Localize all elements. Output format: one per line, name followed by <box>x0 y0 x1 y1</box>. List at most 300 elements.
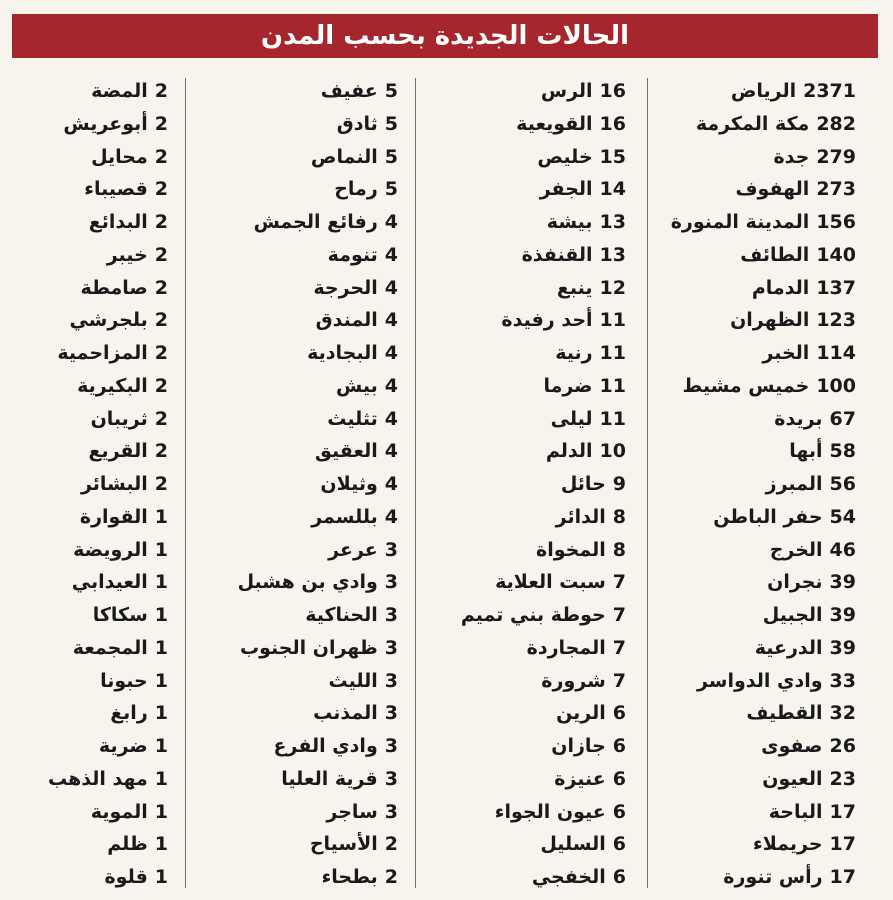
city-name: تنومة <box>327 243 378 266</box>
city-name: بيش <box>336 374 378 397</box>
city-name: بطحاء <box>321 866 378 888</box>
case-count: 114 <box>816 342 856 364</box>
city-entry <box>616 337 856 370</box>
city-name: سبت العلاية <box>495 571 606 594</box>
case-count: 1 <box>154 538 168 561</box>
case-count: 273 <box>816 178 856 201</box>
city-name: رنية <box>555 342 593 364</box>
city-entry <box>426 730 626 763</box>
case-count: 13 <box>599 243 626 266</box>
city-entry <box>426 239 626 272</box>
city-entry <box>8 501 168 534</box>
case-count: 11 <box>599 407 626 430</box>
city-entry <box>426 796 626 829</box>
city-name: القطيف <box>746 702 823 725</box>
city-entry <box>8 468 168 501</box>
city-entry <box>616 141 856 174</box>
city-entry <box>616 796 856 829</box>
case-count: 1 <box>154 636 168 659</box>
city-name: قصيباء <box>84 178 148 201</box>
case-count: 2371 <box>803 80 856 102</box>
city-entry <box>616 861 856 894</box>
case-count: 2 <box>154 342 168 364</box>
city-name: الخرج <box>769 538 823 561</box>
case-count: 2 <box>384 866 398 888</box>
city-entry <box>173 599 398 632</box>
city-name: وادي الفرع <box>273 735 378 757</box>
city-entry <box>8 828 168 861</box>
case-count: 3 <box>384 604 398 626</box>
city-entry <box>8 239 168 272</box>
case-count: 4 <box>384 211 398 233</box>
city-name: بيشة <box>546 211 593 233</box>
case-count: 7 <box>612 604 626 626</box>
case-count: 8 <box>612 538 626 561</box>
city-name: الظهران <box>730 309 810 332</box>
city-name: البجادية <box>307 342 378 364</box>
city-entry <box>616 632 856 665</box>
case-count: 32 <box>829 702 856 725</box>
city-name: القنفذة <box>521 243 593 266</box>
case-count: 14 <box>599 178 626 201</box>
case-count: 2 <box>154 309 168 332</box>
case-count: 2 <box>154 80 168 102</box>
city-entry <box>8 403 168 436</box>
city-entry <box>173 304 398 337</box>
city-name: محايل <box>91 145 148 168</box>
city-entry <box>173 665 398 698</box>
city-entry <box>8 632 168 665</box>
city-name: نجران <box>767 571 823 594</box>
city-name: الخبر <box>762 342 810 364</box>
case-count: 56 <box>829 473 856 495</box>
city-entry <box>426 206 626 239</box>
case-count: 3 <box>384 735 398 757</box>
city-entry <box>8 861 168 894</box>
case-count: 26 <box>829 735 856 757</box>
city-name: السليل <box>540 833 606 856</box>
city-entry <box>8 75 168 108</box>
city-entry <box>173 730 398 763</box>
city-name: الدمام <box>751 276 810 299</box>
city-entry <box>8 599 168 632</box>
city-entry <box>173 337 398 370</box>
city-name: الحرجة <box>313 276 378 299</box>
city-name: أبها <box>789 440 823 463</box>
city-name: قلوة <box>104 866 148 888</box>
city-name: عيون الجواء <box>494 800 606 823</box>
city-entry <box>8 697 168 730</box>
city-entry <box>8 108 168 141</box>
city-name: المندق <box>315 309 378 332</box>
city-entry <box>8 337 168 370</box>
city-entry <box>173 861 398 894</box>
city-entry <box>616 599 856 632</box>
case-count: 10 <box>599 440 626 463</box>
case-count: 2 <box>154 374 168 397</box>
case-count: 279 <box>816 145 856 168</box>
city-entry <box>616 501 856 534</box>
city-entry <box>426 534 626 567</box>
city-name: الدائر <box>555 505 606 528</box>
city-entry <box>8 206 168 239</box>
city-name: رفائع الجمش <box>253 211 378 233</box>
case-count: 1 <box>154 505 168 528</box>
city-entry <box>616 370 856 403</box>
case-count: 4 <box>384 342 398 364</box>
city-name: ظلم <box>107 833 148 856</box>
case-count: 3 <box>384 571 398 594</box>
city-entry <box>173 370 398 403</box>
city-entry <box>616 173 856 206</box>
city-name: القويعية <box>516 112 593 135</box>
case-count: 7 <box>612 571 626 594</box>
city-entry <box>8 272 168 305</box>
case-count: 140 <box>816 243 856 266</box>
city-name: ثريبان <box>90 407 148 430</box>
city-name: ضرما <box>543 374 593 397</box>
city-entry <box>426 861 626 894</box>
city-entry <box>8 304 168 337</box>
case-count: 23 <box>829 767 856 790</box>
case-count: 4 <box>384 473 398 495</box>
city-entry <box>426 370 626 403</box>
city-name: خليص <box>537 145 593 168</box>
case-count: 3 <box>384 767 398 790</box>
city-name: القوارة <box>79 505 148 528</box>
city-name: أحد رفيدة <box>501 309 593 332</box>
city-entry <box>173 828 398 861</box>
city-name: العيون <box>762 767 823 790</box>
case-count: 123 <box>816 309 856 332</box>
city-name: ضرية <box>98 735 148 757</box>
case-count: 2 <box>154 243 168 266</box>
case-count: 1 <box>154 735 168 757</box>
city-name: مكة المكرمة <box>695 112 810 135</box>
city-name: ينبع <box>556 276 593 299</box>
city-entry <box>173 566 398 599</box>
city-name: سكاكا <box>92 604 148 626</box>
case-count: 7 <box>612 636 626 659</box>
city-entry <box>426 337 626 370</box>
city-entry <box>616 272 856 305</box>
city-entry <box>426 403 626 436</box>
case-count: 5 <box>384 145 398 168</box>
case-count: 4 <box>384 374 398 397</box>
city-name: الموية <box>90 800 148 823</box>
case-count: 2 <box>154 407 168 430</box>
case-count: 4 <box>384 309 398 332</box>
city-name: المدينة المنورة <box>670 211 810 233</box>
city-name: رأس تنورة <box>723 866 823 888</box>
city-entry <box>426 108 626 141</box>
case-count: 3 <box>384 669 398 692</box>
case-count: 33 <box>829 669 856 692</box>
city-name: بللسمر <box>311 505 378 528</box>
city-name: البشائر <box>80 473 148 495</box>
city-entry <box>173 763 398 796</box>
case-count: 67 <box>829 407 856 430</box>
case-count: 2 <box>154 211 168 233</box>
city-name: حبونا <box>100 669 148 692</box>
city-name: الدلم <box>545 440 593 463</box>
city-name: المضة <box>91 80 148 102</box>
city-entry <box>426 828 626 861</box>
case-count: 46 <box>829 538 856 561</box>
case-count: 3 <box>384 636 398 659</box>
city-name: حوطة بني تميم <box>460 604 606 626</box>
city-entry <box>173 272 398 305</box>
case-count: 1 <box>154 604 168 626</box>
city-name: وثيلان <box>320 473 378 495</box>
case-count: 12 <box>599 276 626 299</box>
city-name: ثادق <box>336 112 378 135</box>
city-name: الرين <box>556 702 606 725</box>
city-name: وادي بن هشبل <box>237 571 378 594</box>
case-count: 3 <box>384 702 398 725</box>
case-count: 2 <box>154 473 168 495</box>
city-name: المبرز <box>765 473 823 495</box>
case-count: 3 <box>384 538 398 561</box>
city-entry <box>426 632 626 665</box>
case-count: 6 <box>612 833 626 856</box>
case-count: 6 <box>612 800 626 823</box>
city-name: المجمعة <box>72 636 148 659</box>
city-entry <box>426 665 626 698</box>
city-name: عنيزة <box>554 767 606 790</box>
case-count: 6 <box>612 735 626 757</box>
city-entry <box>8 370 168 403</box>
city-name: جدة <box>773 145 810 168</box>
city-entry <box>616 763 856 796</box>
case-count: 13 <box>599 211 626 233</box>
city-name: الجفر <box>539 178 593 201</box>
case-count: 4 <box>384 276 398 299</box>
city-entry <box>616 206 856 239</box>
case-count: 6 <box>612 702 626 725</box>
city-entry <box>426 501 626 534</box>
city-entry <box>426 75 626 108</box>
city-name: الرويضة <box>73 538 148 561</box>
city-name: النماص <box>310 145 378 168</box>
city-entry <box>616 435 856 468</box>
page-title: الحالات الجديدة بحسب المدن <box>260 21 630 51</box>
city-entry <box>173 501 398 534</box>
city-entry <box>616 566 856 599</box>
city-name: المزاحمية <box>57 342 148 364</box>
case-count: 5 <box>384 178 398 201</box>
case-count: 15 <box>599 145 626 168</box>
city-name: العيدابي <box>71 571 148 594</box>
case-count: 54 <box>829 505 856 528</box>
city-entry <box>426 566 626 599</box>
city-entry <box>173 468 398 501</box>
case-count: 137 <box>816 276 856 299</box>
city-entry <box>173 534 398 567</box>
city-entry <box>173 697 398 730</box>
city-name: رماح <box>334 178 378 201</box>
city-entry <box>173 632 398 665</box>
case-count: 2 <box>154 112 168 135</box>
case-count: 3 <box>384 800 398 823</box>
case-count: 4 <box>384 243 398 266</box>
city-entry <box>426 173 626 206</box>
city-entry <box>8 796 168 829</box>
case-count: 282 <box>816 112 856 135</box>
city-name: الخفجي <box>531 866 606 888</box>
case-count: 4 <box>384 407 398 430</box>
city-entry <box>616 665 856 698</box>
city-entry <box>173 75 398 108</box>
city-entry <box>426 763 626 796</box>
city-name: بريدة <box>774 407 823 430</box>
case-count: 5 <box>384 112 398 135</box>
city-entry <box>426 468 626 501</box>
city-name: ليلى <box>550 407 593 430</box>
case-count: 156 <box>816 211 856 233</box>
case-count: 39 <box>829 636 856 659</box>
city-entry <box>616 534 856 567</box>
city-name: خيبر <box>106 243 148 266</box>
city-entry <box>616 403 856 436</box>
city-name: وادي الدواسر <box>696 669 823 692</box>
city-entry <box>8 763 168 796</box>
case-count: 1 <box>154 800 168 823</box>
city-name: قرية العليا <box>281 767 378 790</box>
city-entry <box>173 403 398 436</box>
case-count: 39 <box>829 604 856 626</box>
city-name: القريع <box>88 440 148 463</box>
city-name: الحناكية <box>305 604 378 626</box>
case-count: 17 <box>829 800 856 823</box>
city-entry <box>426 435 626 468</box>
city-entry <box>173 796 398 829</box>
city-entry <box>8 435 168 468</box>
case-count: 11 <box>599 342 626 364</box>
city-entry <box>8 730 168 763</box>
city-name: الباحة <box>768 800 823 823</box>
case-count: 16 <box>599 112 626 135</box>
case-count: 39 <box>829 571 856 594</box>
city-name: الجبيل <box>762 604 823 626</box>
case-count: 100 <box>816 374 856 397</box>
city-entry <box>616 828 856 861</box>
case-count: 9 <box>612 473 626 495</box>
city-entry <box>616 468 856 501</box>
city-entry <box>173 173 398 206</box>
city-name: الرياض <box>730 80 797 102</box>
city-name: المخواة <box>536 538 606 561</box>
city-name: تثليث <box>327 407 378 430</box>
case-count: 2 <box>154 440 168 463</box>
city-column-2 <box>426 75 626 894</box>
city-name: رابغ <box>110 702 148 725</box>
case-count: 2 <box>384 833 398 856</box>
case-count: 2 <box>154 178 168 201</box>
city-name: الأسياح <box>309 833 378 856</box>
city-name: الدرعية <box>754 636 823 659</box>
city-name: جازان <box>551 735 606 757</box>
case-count: 2 <box>154 276 168 299</box>
city-name: حريملاء <box>753 833 823 856</box>
city-name: ظهران الجنوب <box>240 636 378 659</box>
city-entry <box>426 141 626 174</box>
city-column-4 <box>8 75 168 894</box>
city-name: صامطة <box>80 276 148 299</box>
case-count: 1 <box>154 571 168 594</box>
city-entry <box>8 665 168 698</box>
case-count: 1 <box>154 866 168 888</box>
case-count: 7 <box>612 669 626 692</box>
city-name: المجاردة <box>526 636 606 659</box>
city-name: الليث <box>328 669 378 692</box>
city-entry <box>8 534 168 567</box>
city-entry <box>616 697 856 730</box>
city-entry <box>173 239 398 272</box>
city-entry <box>616 75 856 108</box>
city-name: أبوعريش <box>63 112 148 135</box>
city-name: حائل <box>560 473 606 495</box>
city-name: شرورة <box>541 669 606 692</box>
case-count: 5 <box>384 80 398 102</box>
city-entry <box>616 108 856 141</box>
case-count: 16 <box>599 80 626 102</box>
city-entry <box>616 239 856 272</box>
title-banner <box>12 14 878 58</box>
city-name: الرس <box>540 80 593 102</box>
city-name: حفر الباطن <box>713 505 823 528</box>
city-column-3 <box>173 75 398 894</box>
case-count: 8 <box>612 505 626 528</box>
city-name: المذنب <box>313 702 378 725</box>
case-count: 1 <box>154 702 168 725</box>
city-name: صفوى <box>761 735 823 757</box>
city-entry <box>426 272 626 305</box>
city-name: خميس مشيط <box>682 374 810 397</box>
case-count: 1 <box>154 767 168 790</box>
case-count: 17 <box>829 833 856 856</box>
column-divider <box>415 78 416 888</box>
city-column-1 <box>616 75 856 894</box>
city-entry <box>426 304 626 337</box>
case-count: 11 <box>599 374 626 397</box>
city-entry <box>173 435 398 468</box>
case-count: 1 <box>154 669 168 692</box>
case-count: 11 <box>599 309 626 332</box>
case-count: 2 <box>154 145 168 168</box>
city-entry <box>426 697 626 730</box>
city-name: بلجرشي <box>69 309 148 332</box>
city-name: الطائف <box>740 243 810 266</box>
city-entry <box>8 141 168 174</box>
case-count: 6 <box>612 767 626 790</box>
city-entry <box>8 173 168 206</box>
city-name: عرعر <box>328 538 378 561</box>
city-entry <box>616 304 856 337</box>
case-count: 1 <box>154 833 168 856</box>
city-name: العقيق <box>314 440 378 463</box>
city-entry <box>8 566 168 599</box>
case-count: 4 <box>384 505 398 528</box>
case-count: 17 <box>829 866 856 888</box>
case-count: 4 <box>384 440 398 463</box>
city-name: عفيف <box>320 80 378 102</box>
city-entry <box>173 108 398 141</box>
city-entry <box>616 730 856 763</box>
case-count: 6 <box>612 866 626 888</box>
city-name: ساجر <box>326 800 378 823</box>
city-entry <box>173 206 398 239</box>
